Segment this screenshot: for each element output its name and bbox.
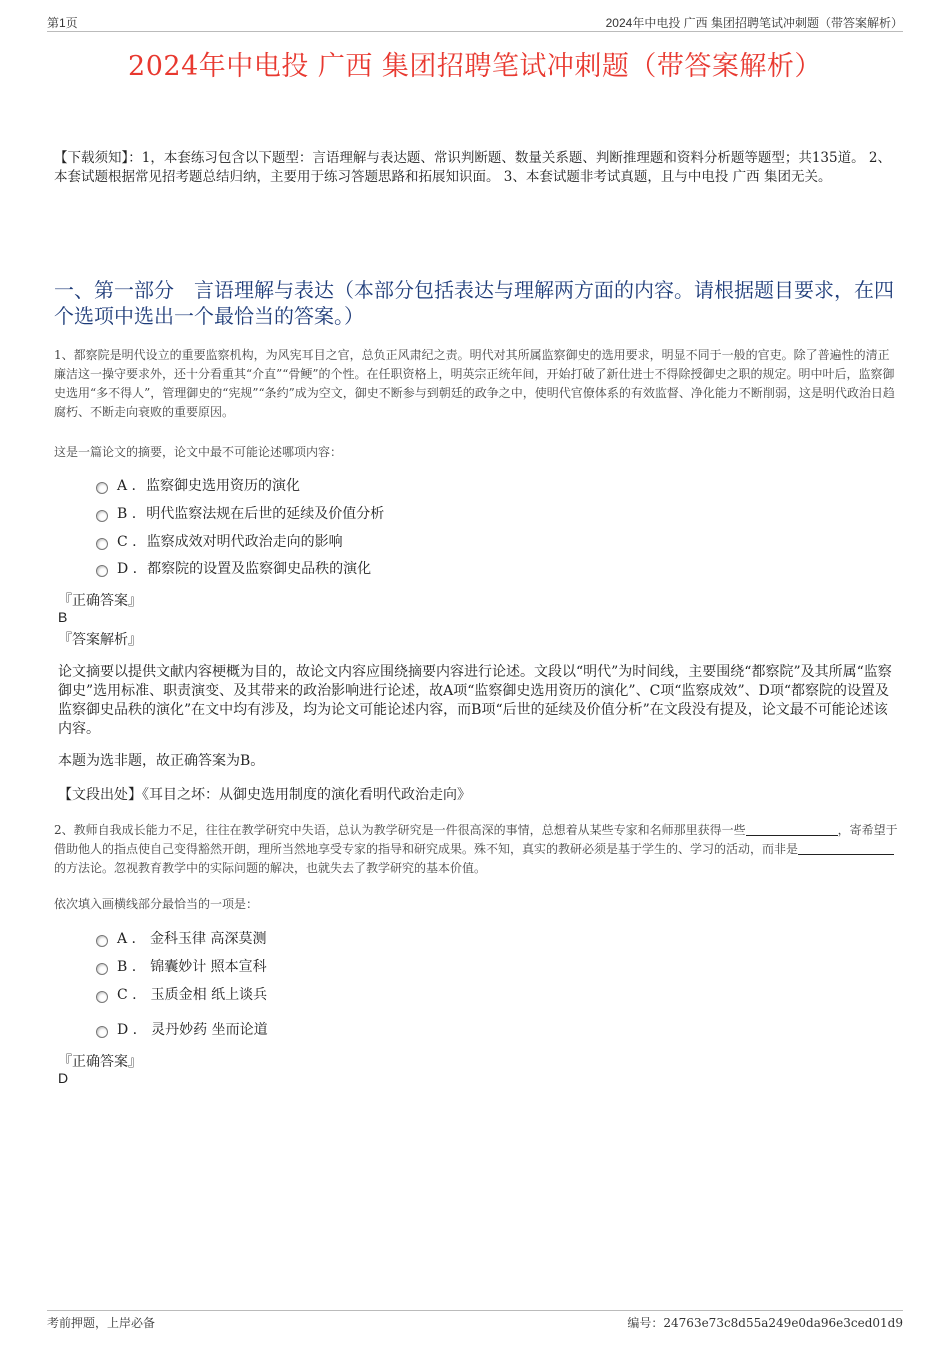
question-1-analysis-label: 『答案解析』 [58, 632, 142, 648]
radio-icon[interactable] [96, 963, 108, 975]
question-2-option-c[interactable] [96, 985, 267, 1005]
question-1-answer-label: 『正确答案』 [58, 593, 142, 609]
question-1-option-b[interactable] [96, 504, 384, 524]
question-2-answer-label: 『正确答案』 [58, 1054, 142, 1070]
option-letter: B . [117, 959, 137, 975]
header-doc-title: 2024年中电投 广西 集团招聘笔试冲刺题（带答案解析） [605, 16, 903, 30]
option-text: 监察御史选用资历的演化 [146, 478, 301, 494]
option-letter: A . [117, 931, 137, 947]
radio-icon[interactable] [96, 538, 108, 550]
question-1-passage: 1、都察院是明代设立的重要监察机构，为风宪耳目之官，总负正风肃纪之责。明代对其所属监察御史的选用要求，明显不同于一般的官吏。除了普遍性的清正廉洁这一操守要求外，还十分看重其“介直”“骨鲠”的个性。在任职资格上，明英宗正统年间，开始打破了新仕进士不得除授御史之职的规定。明中叶后，监察御史选用“多不得人”，管理御史的“宪规”“条约”成为空文，御史不断参与到朝廷的政争之中，使明代官僚体系的有效监督、净化能力不断削弱，这是明代政治日趋腐朽、不断走向衰败的重要原因。 [54, 348, 895, 419]
option-text: 明代监察法规在后世的延续及价值分析 [146, 506, 385, 522]
option-text: 监察成效对明代政治走向的影响 [146, 534, 343, 550]
question-2-answer: D [58, 1070, 69, 1086]
option-letter: A . [117, 478, 137, 494]
option-text: 锦囊妙计 照本宣科 [150, 959, 267, 975]
header-divider [47, 31, 903, 32]
radio-icon[interactable] [96, 991, 108, 1003]
option-letter: C . [117, 534, 137, 550]
option-text: 金科玉律 高深莫测 [150, 931, 267, 947]
page-number: 第1页 [47, 16, 78, 30]
question-2-option-b[interactable] [96, 957, 267, 977]
question-2-passage [54, 821, 899, 878]
question-2-stem: 依次填入画横线部分最恰当的一项是： [54, 897, 259, 911]
option-text: 都察院的设置及监察御史品秩的演化 [147, 561, 372, 577]
option-text: 玉质金相 纸上谈兵 [150, 987, 268, 1003]
passage-part-2: ，寄希望于借助他人的指点使自己变得豁然开朗，理所当然地享受专家的指导和研究成果。殊不知，真实的教研必须是基于学生的、学习的活动，而非是 [54, 823, 898, 856]
option-letter: B . [117, 506, 137, 522]
document-id: 编号：24763e73c8d55a249e0da96e3ced01d9 [627, 1316, 903, 1330]
radio-icon[interactable] [96, 565, 108, 577]
section-heading: 一、第一部分 言语理解与表达（本部分包括表达与理解两方面的内容。请根据题目要求，在四个选项中选出一个最恰当的答案。） [54, 278, 894, 328]
option-letter: C . [117, 987, 137, 1003]
question-1-answer: B [58, 609, 68, 625]
footer-divider [47, 1310, 903, 1311]
question-1-option-d[interactable] [96, 559, 371, 579]
question-1-option-a[interactable] [96, 476, 300, 496]
question-2-option-d[interactable] [96, 1020, 268, 1040]
question-1-conclusion: 本题为选非题，故正确答案为B。 [58, 753, 265, 769]
passage-part-1: 2、教师自我成长能力不足，往往在教学研究中失语，总认为教学研究是一件很高深的事情，总想着从某些专家和名师那里获得一些 [54, 823, 746, 837]
radio-icon[interactable] [96, 1026, 108, 1038]
option-text: 灵丹妙药 坐而论道 [151, 1022, 268, 1038]
question-1-source: 【文段出处】《耳目之坏：从御史选用制度的演化看明代政治走向》 [58, 787, 471, 803]
question-1-option-c[interactable] [96, 532, 343, 552]
download-notice: 【下载须知】：1，本套练习包含以下题型：言语理解与表达题、常识判断题、数量关系题、判断推理题和资料分析题等题型；共135道。 2、本套试题根据常见招考题总结归纳，主要用于练习答题思路和拓展知识面。 3、本套试题非考试真题，且与中电投 广西 集团无关。 [54, 150, 891, 185]
footer-slogan: 考前押题，上岸必备 [47, 1316, 156, 1330]
question-1-analysis: 论文摘要以提供文献内容梗概为目的，故论文内容应围绕摘要内容进行论述。文段以“明代”为时间线，主要围绕“都察院”及其所属“监察御史”选用标准、职责演变、及其带来的政治影响进行论述，故A项“监察御史选用资历的演化”、C项“监察成效”、D项“都察院的设置及监察御史品秩的演化”在文中均有涉及，均为论文可能论述内容，而B项“后世的延续及价值分析”在文段没有提及，论文最不可能论述该内容。 [58, 664, 892, 737]
radio-icon[interactable] [96, 510, 108, 522]
question-2-option-a[interactable] [96, 929, 266, 949]
option-letter: D . [117, 1022, 138, 1038]
fill-blank-1 [746, 823, 838, 836]
option-letter: D . [117, 561, 138, 577]
radio-icon[interactable] [96, 482, 108, 494]
passage-part-3: 的方法论。忽视教育教学中的实际问题的解决，也就失去了教学研究的基本价值。 [54, 861, 487, 875]
fill-blank-2 [798, 842, 894, 855]
page-title: 2024年中电投 广西 集团招聘笔试冲刺题（带答案解析） [128, 51, 822, 82]
question-1-stem: 这是一篇论文的摘要，论文中最不可能论述哪项内容： [54, 445, 343, 459]
radio-icon[interactable] [96, 935, 108, 947]
